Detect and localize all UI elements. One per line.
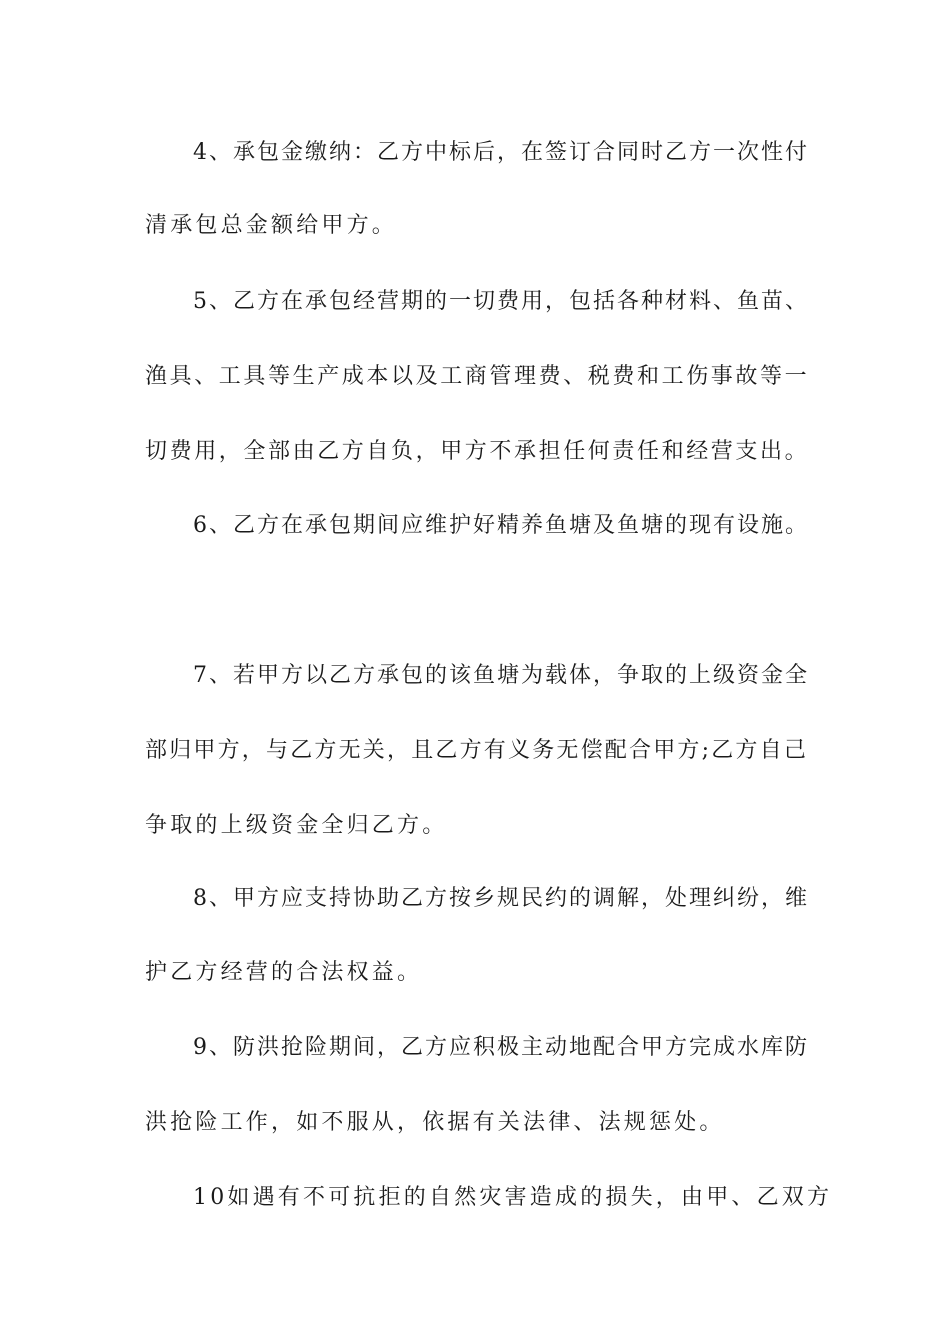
- clause-5-line-1: 5、乙方在承包经营期的一切费用，包括各种材料、鱼苗、: [193, 289, 809, 314]
- clause-8-line-1: 8、甲方应支持协助乙方按乡规民约的调解，处理纠纷，维: [193, 886, 809, 911]
- clause-9-line-1: 9、防洪抢险期间，乙方应积极主动地配合甲方完成水库防: [193, 1035, 809, 1060]
- clause-7-line-1: 7、若甲方以乙方承包的该鱼塘为载体，争取的上级资金全: [193, 663, 809, 688]
- clause-4-line-1: 4、承包金缴纳：乙方中标后，在签订合同时乙方一次性付: [193, 140, 809, 165]
- clause-8-line-2: 护乙方经营的合法权益。: [145, 960, 423, 985]
- clause-7-line-2: 部归甲方，与乙方无关，且乙方有义务无偿配合甲方;乙方自己: [145, 738, 809, 763]
- clause-10-line-1: 10如遇有不可抗拒的自然灾害造成的损失，由甲、乙双方: [193, 1185, 833, 1210]
- clause-5-line-3: 切费用，全部由乙方自负，甲方不承担任何责任和经营支出。: [145, 439, 810, 464]
- clause-6-line-1: 6、乙方在承包期间应维护好精养鱼塘及鱼塘的现有设施。: [193, 513, 809, 538]
- clause-5-line-2: 渔具、工具等生产成本以及工商管理费、税费和工伤事故等一: [145, 364, 810, 389]
- clause-4-line-2: 清承包总金额给甲方。: [145, 213, 398, 238]
- clause-9-line-2: 洪抢险工作，如不服从，依据有关法律、法规惩处。: [145, 1110, 725, 1135]
- clause-7-line-3: 争取的上级资金全归乙方。: [145, 813, 448, 838]
